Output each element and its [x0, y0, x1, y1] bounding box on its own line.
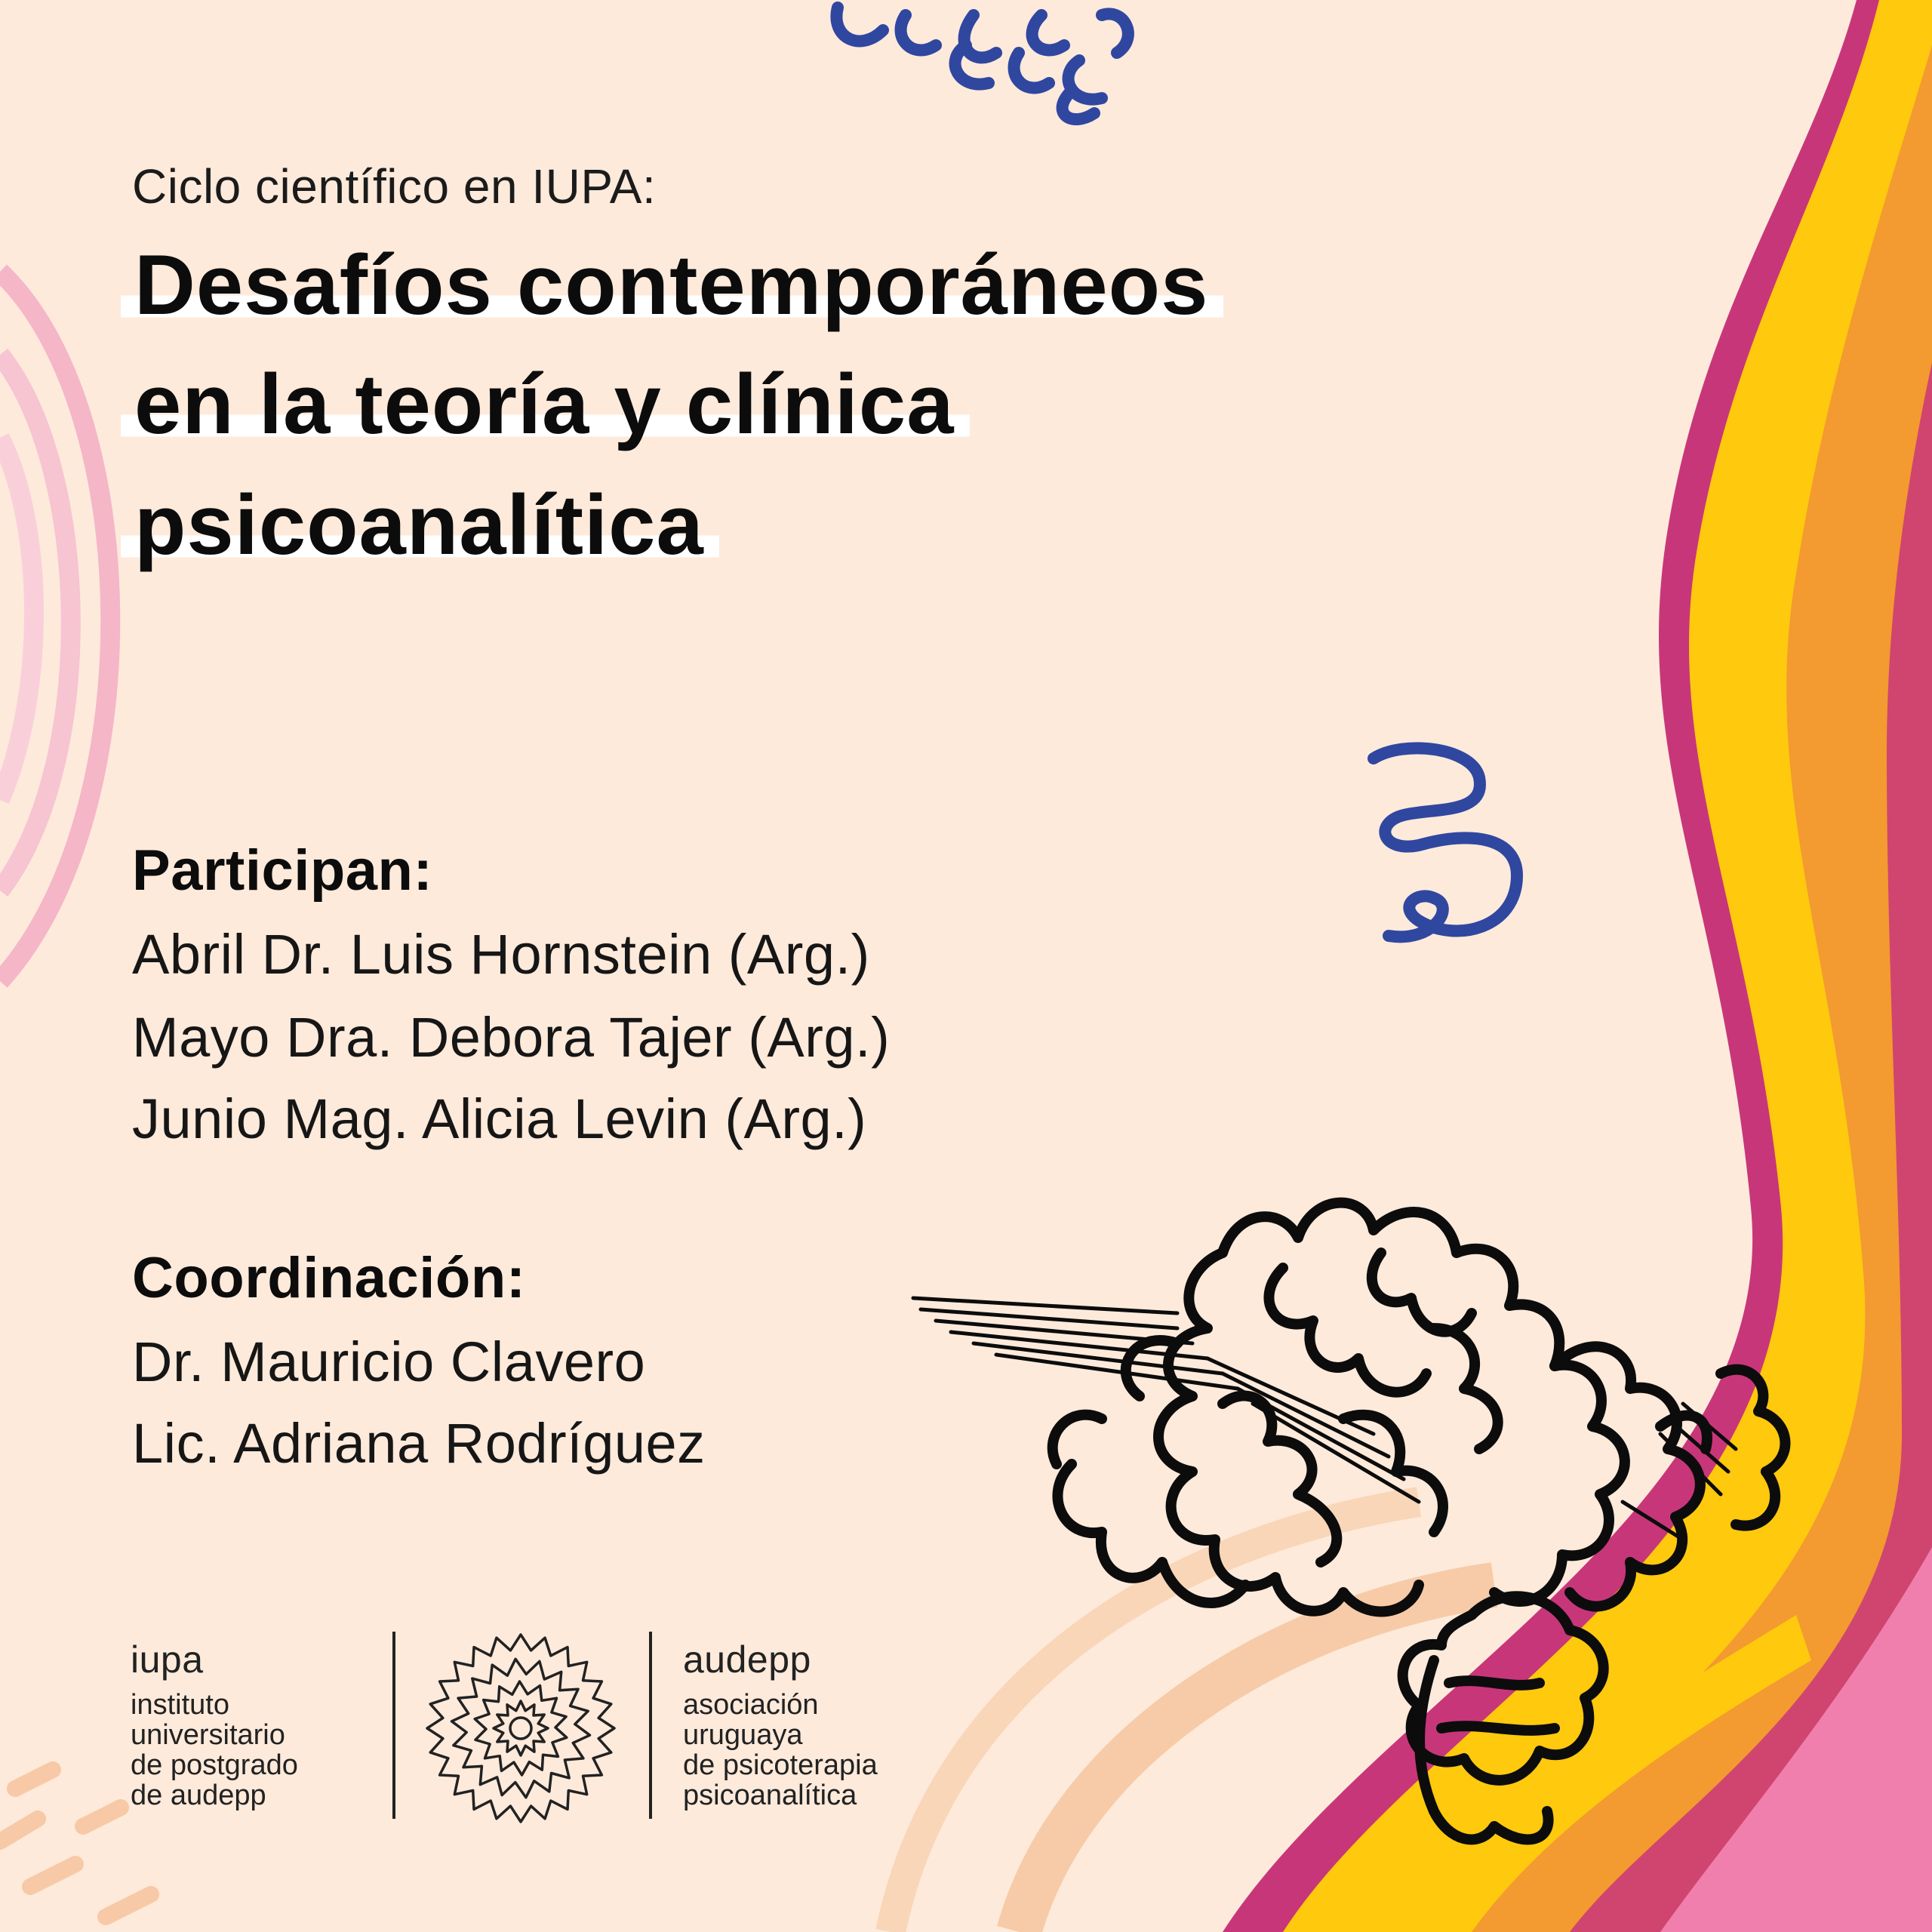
event-title-line-3: psicoanalítica	[121, 483, 719, 568]
event-subtitle: Ciclo científico en IUPA:	[132, 159, 657, 214]
participant-item: Mayo Dra. Debora Tajer (Arg.)	[132, 1006, 891, 1069]
audepp-logo-name: audepp	[683, 1638, 811, 1681]
participants-heading: Participan:	[132, 838, 433, 903]
iupa-logo-line: instituto	[131, 1689, 229, 1721]
iupa-logo-name: iupa	[131, 1638, 204, 1681]
coordination-heading: Coordinación:	[132, 1246, 526, 1310]
coordinator-item: Dr. Mauricio Clavero	[132, 1331, 646, 1393]
logo-divider	[649, 1632, 652, 1819]
participant-item: Abril Dr. Luis Hornstein (Arg.)	[132, 923, 870, 986]
iupa-logo-line: de audepp	[131, 1780, 266, 1811]
iupa-logo-line: universitario	[131, 1719, 285, 1751]
iupa-logo-line: de postgrado	[131, 1749, 298, 1781]
audepp-logo-line: de psicoterapia	[683, 1749, 878, 1781]
sunburst-seal-icon	[423, 1630, 619, 1826]
participant-item: Junio Mag. Alicia Levin (Arg.)	[132, 1088, 867, 1150]
audepp-logo-line: asociación	[683, 1689, 819, 1721]
audepp-logo-line: uruguaya	[683, 1719, 803, 1751]
event-title-line-1: Desafíos contemporáneos	[121, 243, 1223, 328]
audepp-logo-line: psicoanalítica	[683, 1780, 857, 1811]
coordinator-item: Lic. Adriana Rodríguez	[132, 1412, 706, 1475]
event-title-line-2: en la teoría y clínica	[121, 362, 970, 447]
logo-divider	[392, 1632, 395, 1819]
